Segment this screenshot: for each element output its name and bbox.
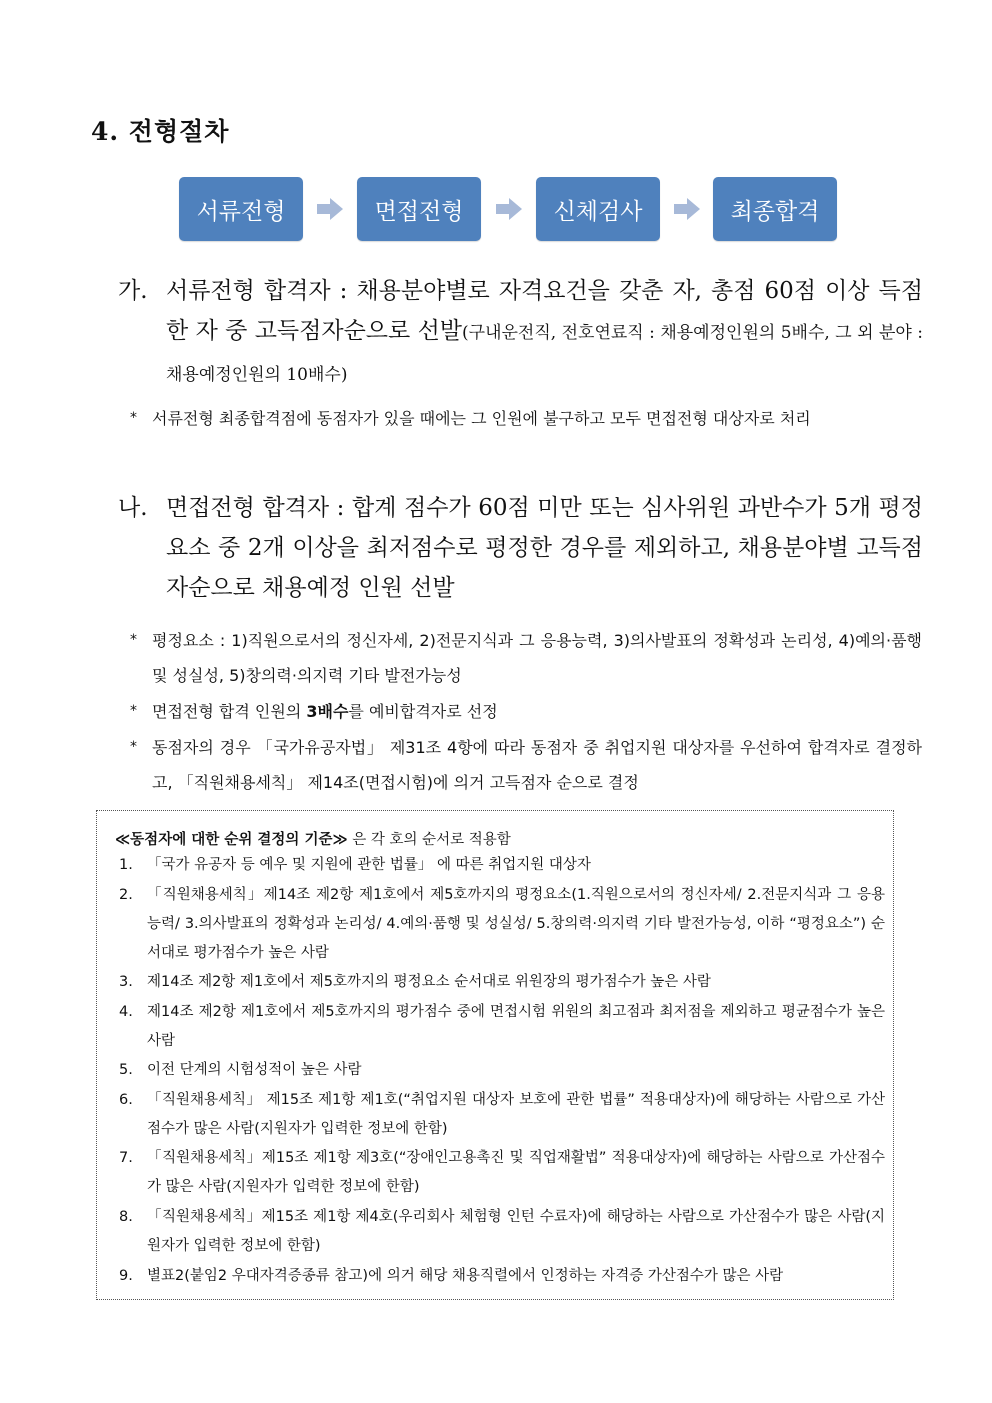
criteria-item-number: 5. [119, 1062, 133, 1078]
note-bullet: * [130, 703, 137, 719]
section-b-note-2 [130, 694, 922, 729]
criteria-item-text: 별표2(붙임2 우대자격증종류 참고)에 의거 해당 채용직렬에서 인정하는 자격증 가산점수가 많은 사람 [147, 1268, 784, 1284]
reserve-text-before: 면접전형 합격 인원의 [152, 702, 307, 721]
criteria-item-text: 「직원채용세칙」제14조 제2항 제1호에서 제5호까지의 평정요소(1.직원으로서의 정신자세/ 2.전문지식과 그 응용능력/ 3.의사발표의 정확성과 논리성/ 4.예의·품행 및 성실성/ 5.창의력·의지력 기타 발전가능성, 이하 “평정요소”) 순서대로 평가점수가 높은 사람 [147, 887, 885, 961]
criteria-item-number: 4. [119, 1004, 133, 1020]
criteria-item [119, 1203, 885, 1261]
section-b-note-1 [130, 623, 922, 693]
criteria-item-number: 6. [119, 1092, 133, 1108]
flow-step-physical-exam: 신체검사 [536, 177, 660, 241]
evaluation-factors-text: 평정요소 : 1)직원으로서의 정신자세, 2)전문지식과 그 응용능력, 3)의사발표의 정확성과 논리성, 4)예의·품행 및 성실성, 5)창의력·의지력 기타 발전가능성 [152, 631, 922, 685]
criteria-item [119, 881, 885, 968]
criteria-item-text: 제14조 제2항 제1호에서 제5호까지의 평정요소 순서대로 위원장의 평가점수가 높은 사람 [147, 974, 711, 990]
criteria-item-number: 7. [119, 1150, 133, 1166]
criteria-item [119, 1144, 885, 1202]
criteria-title-rest: 은 각 호의 순서로 적용함 [347, 832, 511, 848]
flow-step-document-screening: 서류전형 [179, 177, 303, 241]
criteria-item-text: 이전 단계의 시험성적이 높은 사람 [147, 1062, 362, 1078]
section-heading: 4. 전형절차 [91, 117, 230, 146]
criteria-item [119, 1056, 885, 1085]
flow-step-interview: 면접전형 [357, 177, 481, 241]
criteria-item-text: 「직원채용세칙」 제15조 제1항 제1호(“취업지원 대상자 보호에 관한 법률” 적용대상자)에 해당하는 사람으로 가산점수가 많은 사람(지원자가 입력한 정보에 한함) [147, 1092, 885, 1137]
note-bullet: * [130, 632, 137, 648]
section-a-detail: (구내운전직, 전호연료직 : 채용예정인원의 5배수, 그 외 분야 : 채용예정인원의 10배수) [166, 323, 923, 385]
criteria-item [119, 851, 885, 880]
right-arrow-icon [496, 198, 522, 220]
criteria-item-text: 제14조 제2항 제1호에서 제5호까지의 평가점수 중에 면접시험 위원의 최고점과 최저점을 제외하고 평균점수가 높은 사람 [147, 1004, 885, 1049]
criteria-item [119, 998, 885, 1056]
criteria-item-text: 「직원채용세칙」제15조 제1항 제4호(우리회사 체험형 인턴 수료자)에 해당하는 사람으로 가산점수가 많은 사람(지원자가 입력한 정보에 한함) [147, 1209, 885, 1254]
section-a-text: 서류전형 합격자 : 채용분야별로 자격요건을 갖춘 자, 총점 60점 이상 득점한 자 중 고득점자순으로 선발 [166, 278, 923, 344]
note-bullet: * [130, 410, 137, 426]
tie-criteria-box [96, 810, 894, 1300]
flow-step-final-pass: 최종합격 [713, 177, 837, 241]
section-b-note-3 [130, 730, 922, 800]
criteria-item-number: 8. [119, 1209, 133, 1225]
note-bullet: * [130, 739, 137, 755]
right-arrow-icon [317, 198, 343, 220]
criteria-item-number: 1. [119, 857, 133, 873]
section-a-note-text: 서류전형 최종합격점에 동점자가 있을 때에는 그 인원에 불구하고 모두 면접전형 대상자로 처리 [152, 409, 811, 428]
criteria-item-text: 「국가 유공자 등 예우 및 지원에 관한 법률」 에 따른 취업지원 대상자 [147, 857, 591, 873]
section-a-paragraph [118, 271, 923, 395]
section-b-marker: 나. [118, 495, 148, 521]
tie-rule-text: 동점자의 경우 「국가유공자법」 제31조 4항에 따라 동점자 중 취업지원 대상자를 우선하여 합격자로 결정하고, 「직원채용세칙」 제14조(면접시험)에 의거 고득점자 순으로 결정 [152, 738, 922, 792]
criteria-title-bold: ≪동점자에 대한 순위 결정의 기준≫ [115, 832, 348, 848]
criteria-item-number: 2. [119, 887, 133, 903]
right-arrow-icon [674, 198, 700, 220]
criteria-item [119, 1262, 885, 1291]
section-a-note [130, 401, 922, 436]
section-a-marker: 가. [118, 278, 148, 304]
criteria-item [119, 1086, 885, 1144]
criteria-item [119, 968, 885, 997]
criteria-item-text: 「직원채용세칙」제15조 제1항 제3호(“장애인고용촉진 및 직업재활법” 적용대상자)에 해당하는 사람으로 가산점수가 많은 사람(지원자가 입력한 정보에 한함) [147, 1150, 885, 1195]
section-b-paragraph [118, 488, 923, 608]
criteria-item-number: 3. [119, 974, 133, 990]
section-b-text: 면접전형 합격자 : 합계 점수가 60점 미만 또는 심사위원 과반수가 5개 평정요소 중 2개 이상을 최저점수로 평정한 경우를 제외하고, 채용분야별 고득점자순으로 채용예정 인원 선발 [166, 495, 923, 601]
reserve-multiple: 3배수 [306, 702, 349, 721]
reserve-text-after: 를 예비합격자로 선정 [348, 702, 498, 721]
criteria-item-number: 9. [119, 1268, 133, 1284]
process-flow [179, 177, 839, 241]
